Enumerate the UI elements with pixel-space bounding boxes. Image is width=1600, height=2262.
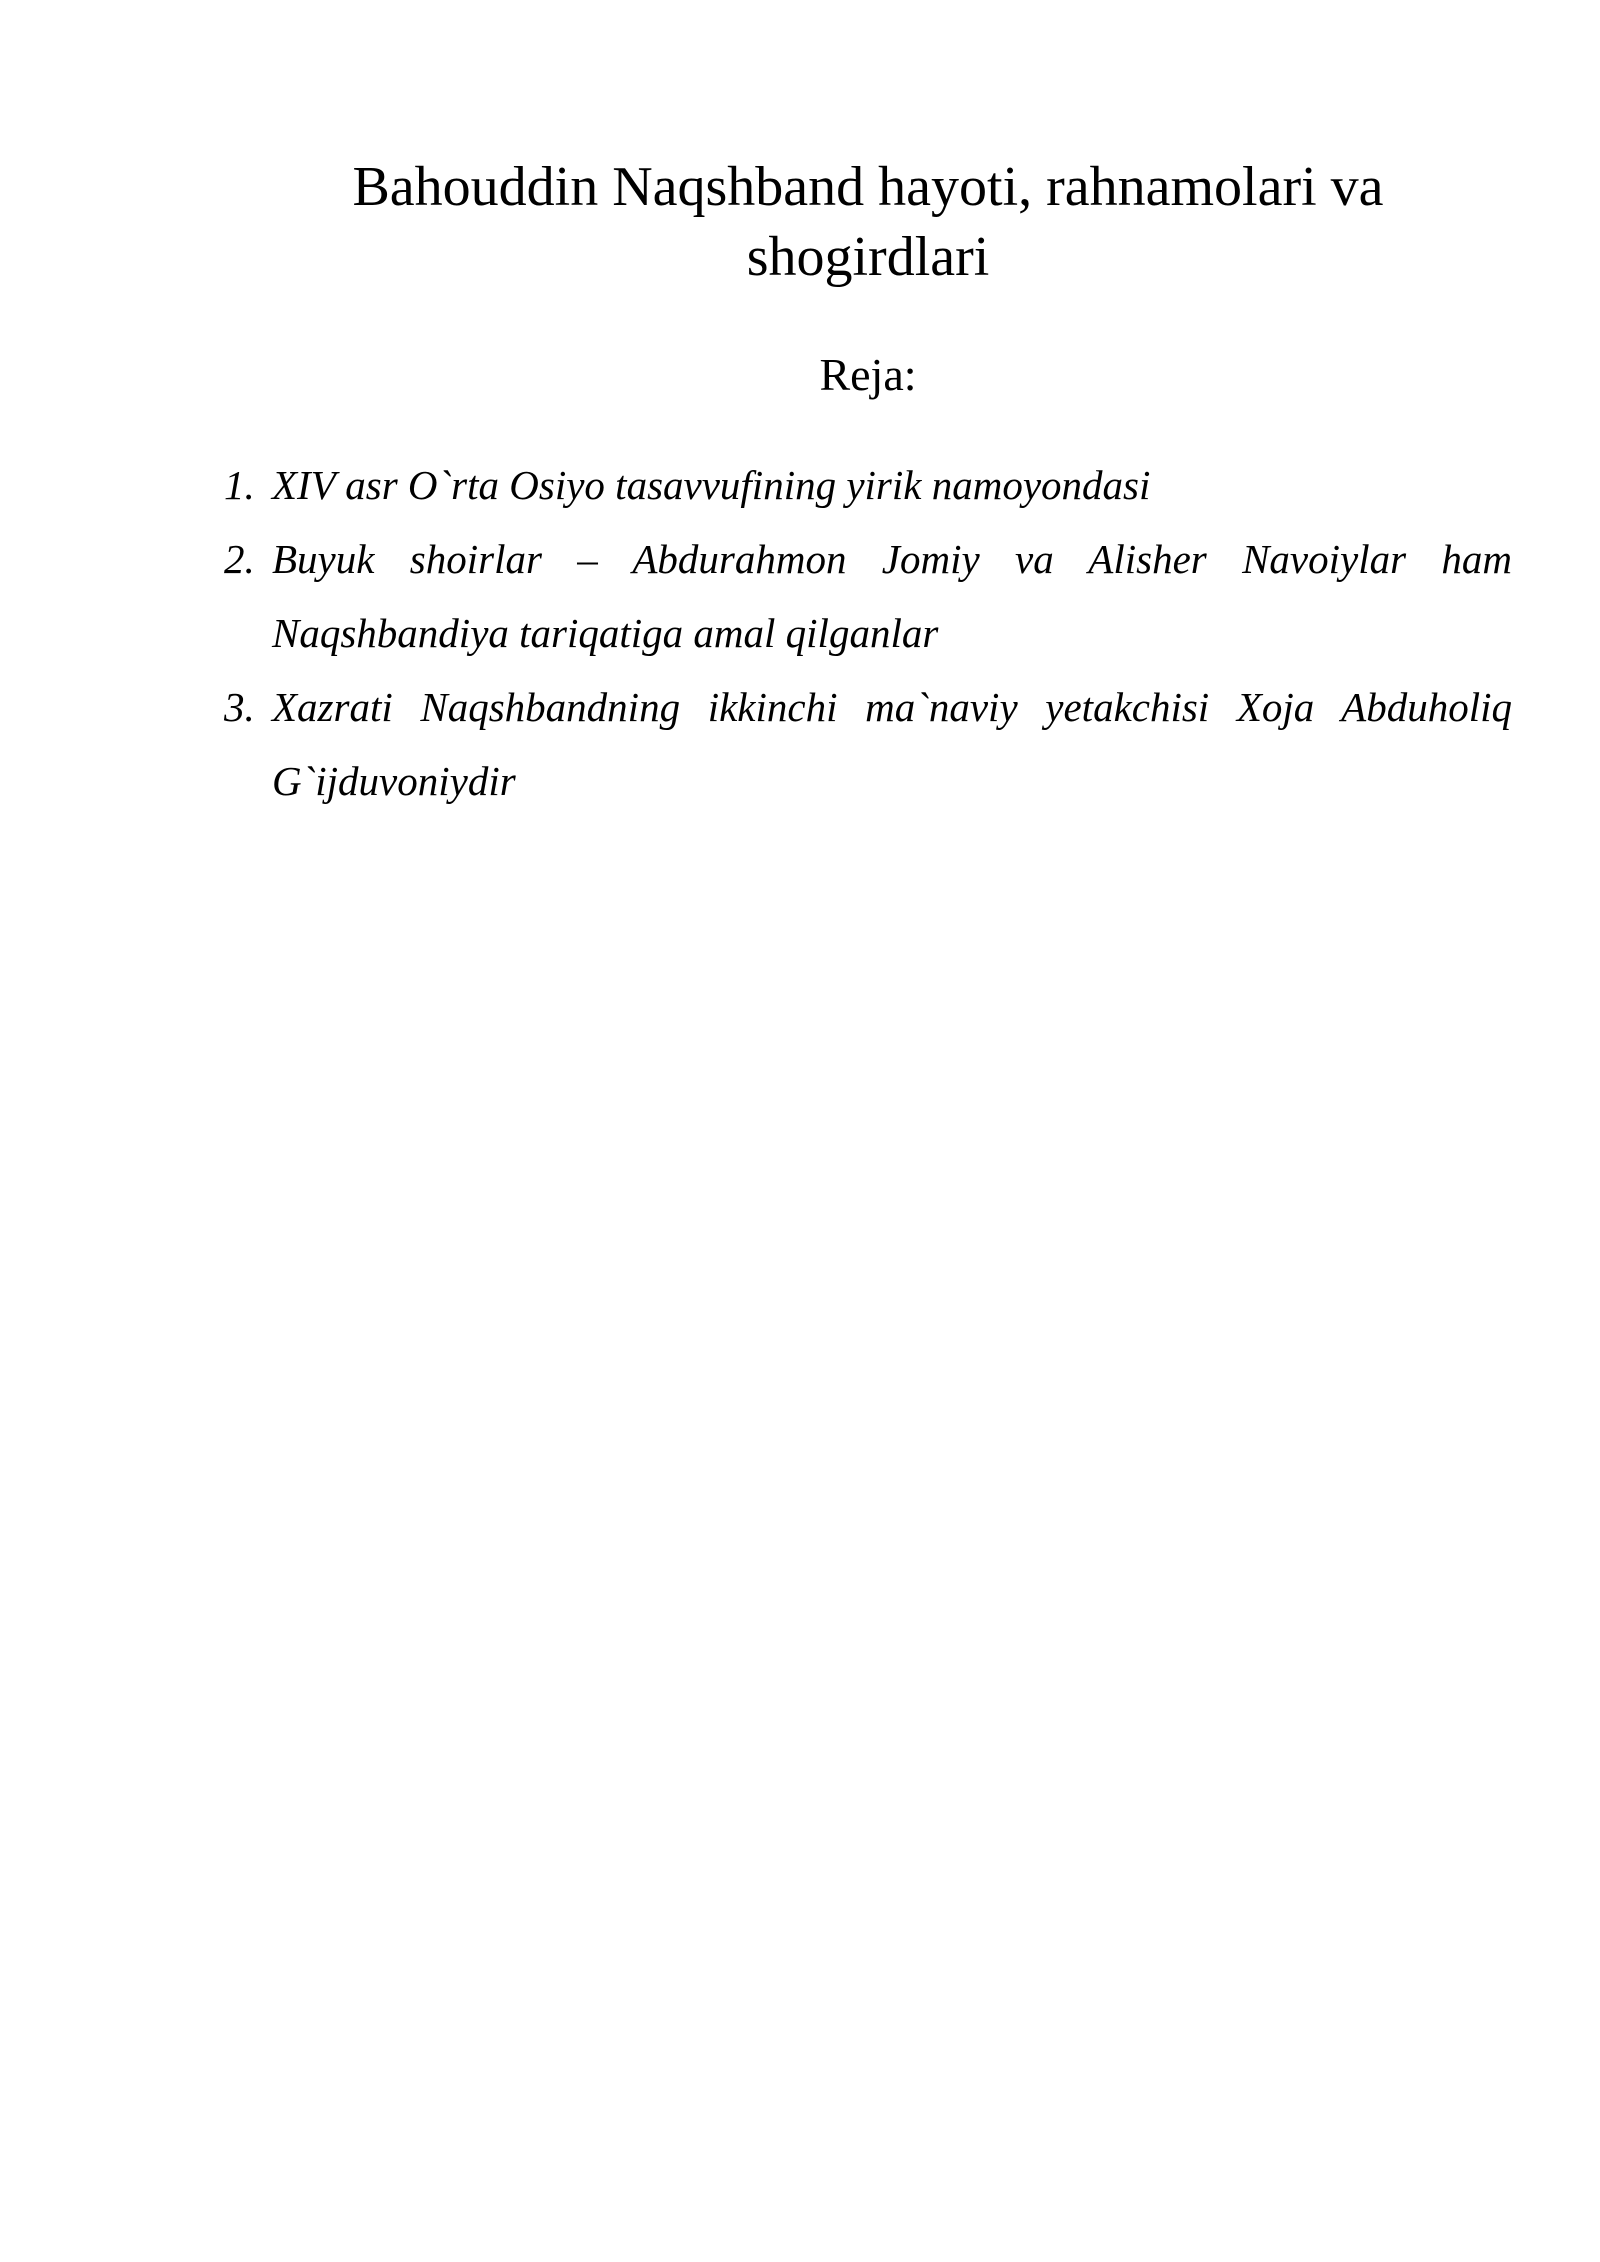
plan-item-text: Xazrati Naqshbandning ikkinchi ma`naviy yetakchisi Xoja Abduholiq G`ijduvoniydir [272, 684, 1512, 804]
plan-item [224, 670, 1512, 818]
plan-item-number: 1. [224, 462, 255, 508]
plan-item-number: 3. [224, 684, 255, 730]
plan-item-text: XIV asr O`rta Osiyo tasavvufining yirik namoyondasi [272, 462, 1151, 508]
plan-list [224, 448, 1512, 818]
plan-item-text: Buyuk shoirlar – Abdurahmon Jomiy va Alisher Navoiylar ham Naqshbandiya tariqatiga amal qilganlar [272, 536, 1512, 656]
plan-item [224, 448, 1512, 522]
plan-item-number: 2. [224, 536, 255, 582]
document-title: Bahouddin Naqshband hayoti, rahnamolari va shogirdlari [352, 156, 1384, 288]
plan-heading: Reja: [819, 349, 917, 400]
plan-item [224, 522, 1512, 670]
